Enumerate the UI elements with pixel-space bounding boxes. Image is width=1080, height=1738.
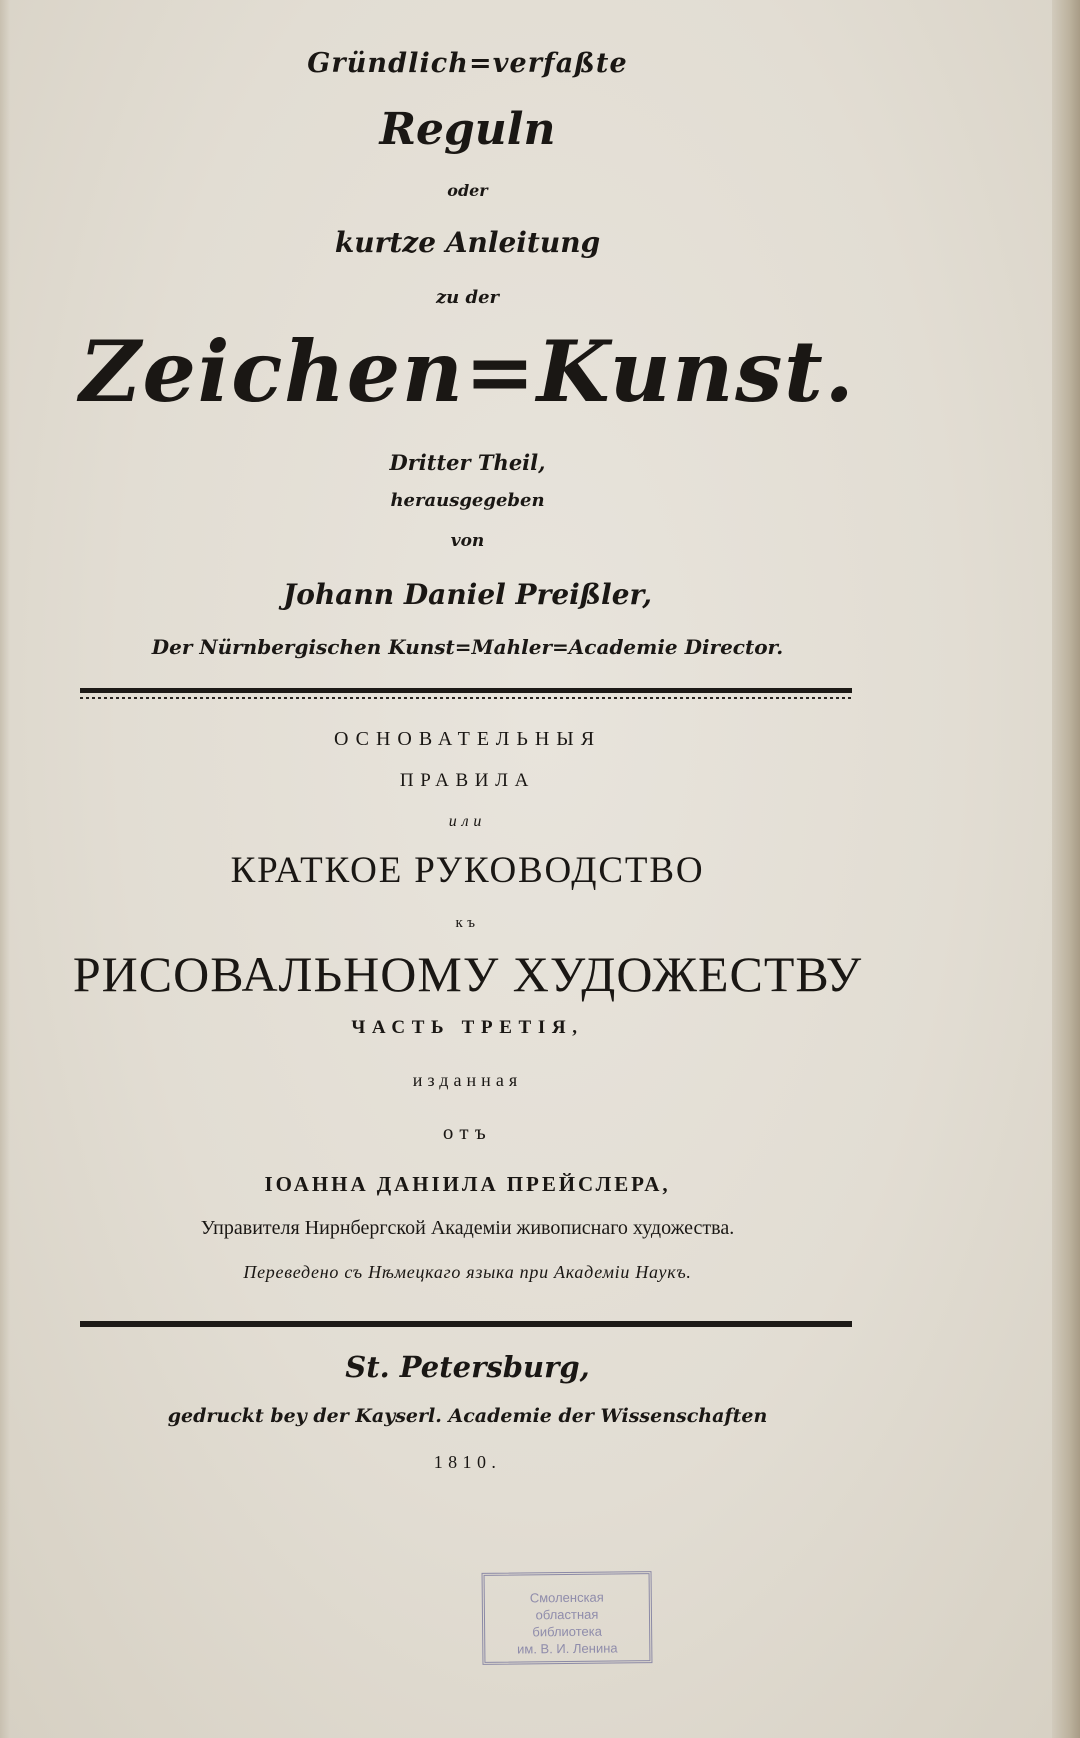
russian-chast-tretiya: ЧАСТЬ ТРЕТІЯ,	[351, 1017, 584, 1038]
german-dritter-theil: Dritter Theil,	[389, 450, 546, 475]
german-kurtze-anleitung: kurtze Anleitung	[334, 226, 601, 259]
russian-kratkoe-rukovodstvo: КРАТКОЕ РУКОВОДСТВО	[230, 850, 705, 891]
german-title-reguln: Reguln	[379, 104, 556, 155]
middle-divider-rule	[80, 1321, 852, 1327]
russian-k: къ	[455, 915, 480, 931]
german-von: von	[450, 531, 485, 551]
stamp-line-4: им. В. И. Ленина	[516, 1640, 618, 1657]
german-title-line-1: Gründlich=verfaßte	[307, 48, 628, 79]
german-author-name: Johann Daniel Preißler,	[283, 578, 652, 611]
imprint-year: 1810.	[433, 1452, 502, 1472]
russian-translation-note: Переведено съ Нѣмецкаго языка при Академіи Наукъ.	[243, 1262, 692, 1282]
page-right-edge	[1052, 0, 1080, 1738]
stamp-line-1: Смоленская	[529, 1589, 604, 1606]
russian-line-pravila: ПРАВИЛА	[399, 770, 536, 791]
german-author-title: Der Nürnbergischen Kunst=Mahler=Academie Director.	[151, 635, 784, 659]
russian-ili: или	[448, 813, 487, 830]
russian-author-name: ІОАННА ДАНІИЛА ПРЕЙСЛЕРА,	[264, 1172, 671, 1196]
russian-risovalnomu-khudozhestvu: РИСОВАЛЬНОМУ ХУДОЖЕСТВУ	[72, 946, 863, 1002]
russian-ot: отъ	[442, 1120, 493, 1144]
german-herausgegeben: herausgegeben	[390, 490, 545, 511]
german-zu-der: zu der	[435, 287, 500, 308]
german-oder: oder	[447, 181, 488, 200]
stamp-line-3: библиотека	[532, 1623, 603, 1640]
russian-line-osnovatelnyya: ОСНОВАТЕЛЬНЫЯ	[333, 728, 602, 750]
russian-izdannaya: изданная	[412, 1070, 523, 1090]
russian-author-title: Управителя Нирнбергской Академіи живописнаго художества.	[200, 1217, 735, 1239]
top-divider-dotted-rule	[80, 697, 852, 699]
stamp-line-2: областная	[535, 1606, 599, 1623]
german-title-zeichen-kunst: Zeichen=Kunst.	[79, 322, 856, 421]
imprint-printer: gedruckt bey der Kayserl. Academie der Wissenschaften	[167, 1405, 768, 1427]
top-divider-rule	[80, 688, 852, 693]
library-stamp	[482, 1571, 653, 1665]
imprint-city: St. Petersburg,	[345, 1350, 590, 1384]
